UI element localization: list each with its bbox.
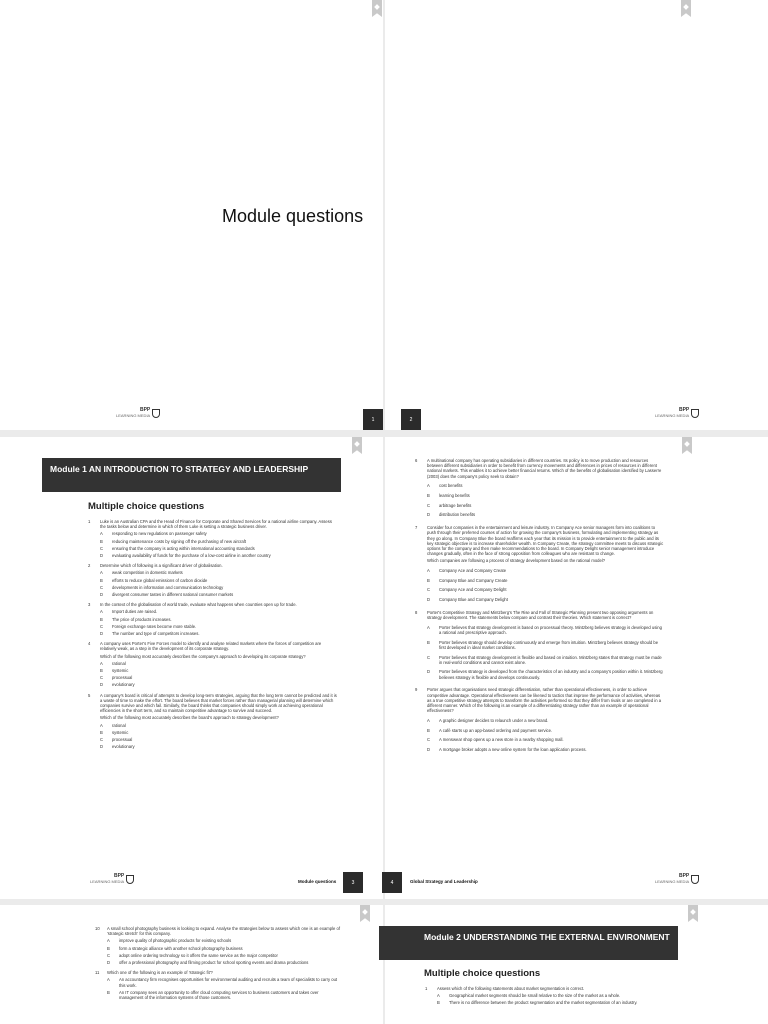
option-letter: C [427, 502, 431, 508]
module-questions-heading: Module questions [222, 206, 364, 226]
option-text: responding to new regulations on passenger safety [112, 531, 207, 537]
option-text: Company Blue and Company Create [439, 577, 508, 583]
option-letter: B [427, 727, 430, 733]
answer-option [100, 570, 338, 575]
page-number: 2 [401, 409, 421, 430]
question-list [95, 926, 340, 1005]
option-letter: D [107, 960, 111, 966]
option-letter: B [427, 639, 430, 645]
question-text: Consider four companies in the entertainment and leisure industry. In Company Ace senior managers form into coalitions to push through their preferred courses of action for growing the company's business, formulating and implementing strategy as they go along. In Company Blue the board reaffirms each year that its mission is to provide entertainment to the public and its key strategic objective is to increase shareholder wealth. In Company Create, the strategy committee meets to discuss strategic options for the company and then make recommendations to the board. In Company Delight senior management introduce changes gradually, often in the face of strong opposition from colleagues who are resistant to change. [427, 525, 664, 557]
option-text: Company Ace and Company Delight [439, 587, 507, 593]
answer-options [107, 977, 340, 1000]
option-letter: A [427, 717, 430, 723]
option-letter: C [100, 584, 104, 590]
answer-option [107, 946, 340, 951]
option-text: Geographical market segments should be small relative to the size of the market as a whole. [449, 993, 621, 999]
option-text: A mortgage broker adopts a new online system for the loan application process. [439, 747, 587, 753]
answer-option [100, 668, 338, 673]
answer-option [100, 531, 338, 536]
page-module1-left [0, 437, 383, 899]
option-letter: C [427, 587, 431, 593]
shield-icon [152, 409, 160, 418]
question-body [100, 602, 338, 638]
question-body [100, 641, 338, 689]
answer-options [100, 570, 338, 597]
option-text: cost benefits [439, 483, 463, 489]
answer-option [427, 503, 665, 508]
page-module1-continued [0, 905, 383, 1024]
answer-option [427, 597, 665, 602]
question-text: In the context of the globalisation of world trade, evaluate what happens when countries open up for trade. [100, 602, 297, 608]
answer-option [100, 682, 338, 687]
question-body [107, 970, 340, 1002]
option-text: evolutionary [112, 682, 135, 688]
option-text: The number and type of competitors increases. [112, 631, 200, 637]
option-letter: A [100, 660, 103, 666]
page-number: 3 [343, 872, 363, 893]
question-list [88, 519, 338, 755]
answer-option [427, 568, 665, 573]
option-letter: A [100, 570, 103, 576]
option-letter: A [427, 624, 430, 630]
option-letter: C [100, 545, 104, 551]
option-letter: A [107, 977, 110, 983]
question-number: 10 [95, 926, 100, 931]
answer-option [107, 953, 340, 958]
question-number: 3 [88, 602, 91, 608]
answer-option [100, 546, 338, 551]
question-item [415, 458, 665, 522]
question-text: Porter argues that organisations need strategic differentiation, rather than operational effectiveness, in order to achieve competitive advantage. Operational effectiveness can be likened to tactics that improve the performance of activities, whereas as a true competitive strategy attempts to transform the activities performed so that they differ from rivals or are completed in a different manner. Which of the following is an example of a differentiating strategy rather than an example of operational effectiveness? [427, 687, 662, 714]
page-module1-right [385, 437, 768, 899]
option-text: A café starts up an app-based ordering and payment service. [439, 727, 553, 733]
answer-option [100, 661, 338, 666]
shield-icon [691, 409, 699, 418]
answer-option [437, 993, 675, 998]
option-text: An IT company sees an opportunity to offer cloud computing services to business customers and takes over management of the information systems of those customers. [119, 989, 319, 1001]
answer-option [100, 578, 338, 583]
question-number: 4 [88, 641, 91, 647]
option-text: improve quality of photographic products for existing schools [119, 938, 232, 944]
answer-options [100, 661, 338, 688]
section-heading: Multiple choice questions [88, 501, 205, 512]
question-body [100, 563, 338, 599]
option-letter: D [100, 631, 104, 637]
option-text: processual [112, 675, 133, 681]
question-number: 5 [88, 692, 91, 698]
question-body [437, 986, 675, 1008]
option-letter: A [100, 609, 103, 615]
answer-option [427, 625, 665, 635]
option-letter: B [437, 1000, 440, 1006]
question-text: Luke is an Australian CPA and the Head of Finance for Corporate and Shared Services for a national airline company. Assess the tasks below and determine in which of them Luke is setting a strategic business driver. [100, 519, 332, 530]
answer-option [427, 587, 665, 592]
answer-option [107, 990, 340, 1000]
option-text: efforts to reduce global emissions of carbon dioxide [112, 577, 208, 583]
option-text: arbitrage benefits [439, 502, 472, 508]
answer-option [100, 631, 338, 636]
answer-options [107, 938, 340, 965]
option-text: Company Ace and Company Create [439, 568, 507, 574]
option-letter: D [427, 512, 431, 518]
module-banner: Module 1 AN INTRODUCTION TO STRATEGY AND LEADERSHIP [42, 458, 341, 492]
answer-options [427, 718, 665, 752]
question-body [100, 693, 338, 752]
bookmark-icon[interactable] [681, 0, 691, 17]
question-text: Assess which of the following statements about market segmentation is correct. [437, 986, 585, 991]
page-number: 4 [382, 872, 402, 893]
answer-option [100, 553, 338, 558]
answer-options [427, 568, 665, 602]
page-module2 [385, 905, 768, 1024]
answer-options [427, 625, 665, 680]
question-text: A company's board is critical of attempts to develop long-term strategies, arguing that the long term cannot be predicted and it is a waste of time to make the effort. The board believes that market forces rather than managerial planning will determine which companies survive and which fail. Similarly, the board thinks that companies should simply work at achieving operational efficiencies in the short term, and so maintain competitive advantage to survive and succeed. [100, 692, 337, 714]
option-letter: C [107, 952, 111, 958]
question-body [427, 610, 665, 685]
option-text: systemic [112, 729, 129, 735]
question-item [88, 563, 338, 599]
option-text: divergent consumer tastes in different national consumer markets [112, 592, 234, 598]
option-letter: A [427, 483, 430, 489]
option-text: reducing maintenance costs by signing off the purchasing of new aircraft [112, 538, 246, 544]
option-letter: D [427, 669, 431, 675]
option-text: distribution benefits [439, 512, 476, 518]
answer-option [100, 609, 338, 614]
question-text: Porter's Competitive Strategy and Mintzberg's The Rise and Fall of Strategic Planning present two opposing arguments on strategy development. The statements below compare and contrast their theories. Which statement is correct? [427, 609, 654, 621]
answer-option [100, 744, 338, 749]
option-letter: D [100, 592, 104, 598]
answer-option [427, 578, 665, 583]
option-letter: A [427, 568, 430, 574]
option-letter: B [427, 493, 430, 499]
question-body [427, 687, 665, 756]
option-text: Porter believes that strategy development is based on processual theory. Mintzberg believes strategy is developed using a rational and prescriptive approach. [439, 624, 662, 635]
answer-option [107, 938, 340, 943]
option-text: Import duties are raised. [112, 609, 158, 615]
answer-option [437, 1000, 675, 1005]
bookmark-icon[interactable] [688, 905, 698, 922]
answer-option [100, 723, 338, 728]
question-number: 6 [415, 458, 418, 463]
answer-options [437, 993, 675, 1005]
question-number: 1 [425, 986, 428, 991]
option-text: evolutionary [112, 744, 135, 750]
question-body [427, 458, 665, 522]
page-number: 1 [363, 409, 383, 430]
option-letter: D [100, 744, 104, 750]
bookmark-icon[interactable] [352, 437, 362, 454]
option-text: evaluating availability of funds for the purchase of a low-cost airline in another country [112, 553, 271, 559]
question-text: Which companies are following a process of strategy development based on the rational model? [427, 558, 606, 564]
question-item [95, 926, 340, 967]
option-text: rational [112, 722, 126, 728]
question-item [95, 970, 340, 1002]
question-text: A multinational company has operating subsidiaries in different countries. Its policy is to move production and resources between different subsidiaries in order to benefit from currency movements and differences in prices of resources in different national markets. This enables it to achieve better financial returns. Which of the benefits of globalisation identified by Lasserre (2003) does the company's policy seek to obtain? [427, 458, 662, 479]
option-text: developments in information and communication technology [112, 584, 224, 590]
answer-option [100, 624, 338, 629]
question-list [425, 986, 675, 1011]
question-item [88, 641, 338, 689]
option-letter: B [427, 577, 430, 583]
option-letter: B [100, 577, 103, 583]
question-text: A company uses Porter's Five Forces model to identify and analyse related markets where the forces of competition are relatively weak, as a step in the development of its corporate strategy. [100, 641, 322, 652]
answer-option [427, 640, 665, 650]
answer-option [100, 737, 338, 742]
question-number: 7 [415, 525, 418, 531]
question-body [100, 519, 338, 560]
bpp-logo: BPP LEARNING MEDIA [655, 408, 699, 418]
footer-label: Module questions [298, 879, 337, 884]
question-number: 9 [415, 687, 418, 693]
answer-option [427, 737, 665, 742]
option-letter: B [107, 989, 110, 995]
question-item [88, 602, 338, 638]
answer-option [100, 617, 338, 622]
page-title-module-questions [222, 0, 768, 430]
question-item [415, 687, 665, 756]
question-number: 1 [88, 519, 91, 524]
section-heading: Multiple choice questions [424, 968, 541, 979]
question-text: A small school photography business is looking to expand. Analyse the strategies below to assess which one is an example of 'strategic stretch' for this company. [107, 926, 341, 937]
bpp-logo: BPP LEARNING MEDIA [116, 408, 160, 418]
option-letter: C [100, 675, 104, 681]
option-text: There is no difference between the product segmentation and the market segmentation of an industry. [449, 1000, 638, 1006]
bpp-logo: BPP LEARNING MEDIA [90, 874, 134, 884]
question-item [88, 519, 338, 560]
option-letter: B [100, 729, 103, 735]
answer-options [427, 483, 665, 517]
answer-option [100, 585, 338, 590]
option-letter: B [100, 668, 103, 674]
footer-label: Global Strategy and Leadership [410, 879, 478, 884]
bookmark-icon[interactable] [360, 905, 370, 922]
answer-options [100, 531, 338, 558]
option-text: Foreign exchange rates become more stable. [112, 623, 197, 629]
question-body [427, 525, 665, 607]
option-text: Company Blue and Company Delight [439, 597, 508, 603]
answer-option [427, 493, 665, 498]
option-letter: A [100, 531, 103, 537]
option-text: A menswear shop opens up a new store in a nearby shopping mall. [439, 737, 564, 743]
option-letter: B [107, 945, 110, 951]
option-letter: A [107, 938, 110, 944]
answer-option [100, 539, 338, 544]
option-letter: C [100, 623, 104, 629]
answer-options [100, 723, 338, 750]
question-item [415, 610, 665, 685]
option-letter: D [100, 553, 104, 559]
option-text: The price of products increases. [112, 616, 172, 622]
question-text: Which one of the following is an example of 'strategic fit'? [107, 970, 213, 976]
option-text: adopt online ordering technology so it offers the same service as the major competitor [119, 952, 278, 958]
option-text: ensuring that the company is acting within international accounting standards [112, 545, 255, 551]
option-text: weak competition in domestic markets [112, 570, 183, 576]
answer-option [427, 512, 665, 517]
option-letter: A [100, 722, 103, 728]
question-text: Which of the following most accurately describes the company's approach to developing its corporate strategy? [100, 653, 306, 659]
option-text: form a strategic alliance with another school photography business [119, 945, 243, 951]
answer-option [427, 747, 665, 752]
module-banner: Module 2 UNDERSTANDING THE EXTERNAL ENVIRONMENT [379, 926, 678, 960]
answer-option [100, 592, 338, 597]
answer-options [100, 609, 338, 636]
option-text: An accountancy firm recognises opportunities for environmental auditing and recruits a team of specialists to carry out this work. [119, 977, 338, 988]
bookmark-icon[interactable] [372, 0, 382, 17]
option-letter: D [427, 597, 431, 603]
answer-option [107, 960, 340, 965]
option-letter: C [427, 737, 431, 743]
bookmark-icon[interactable] [682, 437, 692, 454]
question-item [425, 986, 675, 1008]
question-item [88, 693, 338, 752]
answer-option [427, 669, 665, 679]
question-item [415, 525, 665, 607]
option-letter: C [100, 737, 104, 743]
answer-option [427, 483, 665, 488]
option-text: Porter believes strategy should develop continuously and emerge from intuition. Mintzberg believes strategy should be first developed in ideal market conditions. [439, 639, 659, 650]
question-number: 2 [88, 563, 91, 569]
question-text: Which of the following most accurately describes the board's approach to strategy development? [100, 715, 279, 721]
question-list [415, 458, 665, 760]
answer-option [100, 730, 338, 735]
option-text: systemic [112, 668, 129, 674]
option-text: Porter believes strategy is developed from the characteristics of an industry and a company's position within it. Mintzberg believes strategy is flexible and develops continuously. [439, 669, 663, 680]
answer-option [427, 728, 665, 733]
option-text: Porter believes that strategy development is flexible and based on intuition. Mintzberg states that strategy must be made in real-world conditions and cannot exist alone. [439, 654, 662, 665]
option-text: rational [112, 660, 126, 666]
option-letter: D [427, 747, 431, 753]
option-letter: B [100, 616, 103, 622]
shield-icon [691, 875, 699, 884]
answer-option [427, 718, 665, 723]
answer-option [427, 655, 665, 665]
option-text: processual [112, 737, 133, 743]
option-text: offer a professional photography and filming product for school sporting events and drama productions [119, 960, 309, 966]
bpp-logo: BPP LEARNING MEDIA [655, 874, 699, 884]
question-number: 11 [95, 970, 100, 976]
shield-icon [126, 875, 134, 884]
option-letter: B [100, 538, 103, 544]
option-text: A graphic designer decides to relaunch under a new brand. [439, 717, 549, 723]
question-body [107, 926, 340, 967]
answer-option [100, 675, 338, 680]
answer-option [107, 977, 340, 987]
option-letter: A [437, 993, 440, 999]
question-text: Determine which of following is a significant driver of globalisation. [100, 563, 223, 569]
question-number: 8 [415, 609, 418, 615]
option-letter: D [100, 682, 104, 688]
option-letter: C [427, 654, 431, 660]
option-text: learning benefits [439, 493, 470, 499]
